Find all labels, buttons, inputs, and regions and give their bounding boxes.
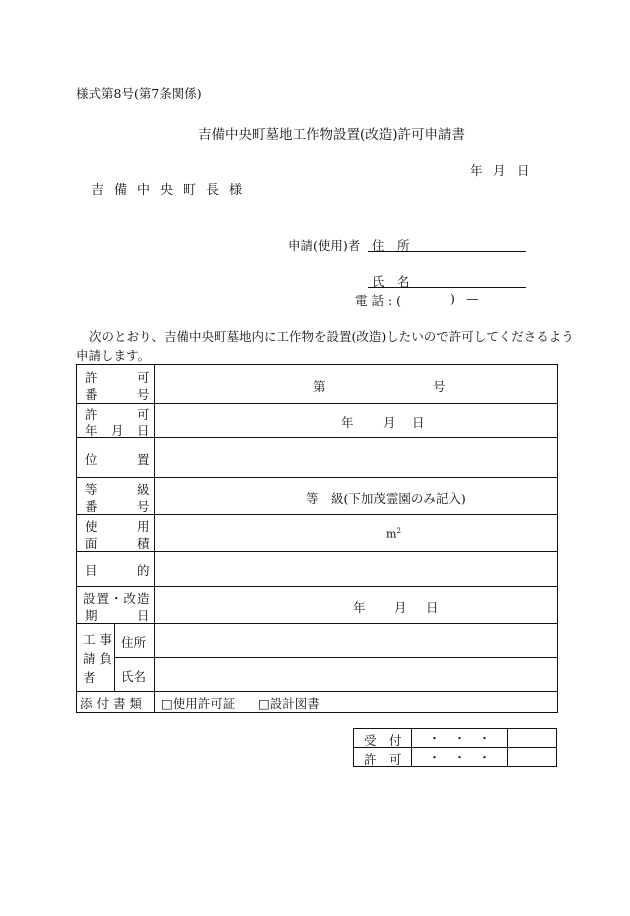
install-period-label [77, 587, 155, 624]
purpose-label [77, 552, 155, 587]
attachment-checkbox-design[interactable]: □設計図書 [258, 696, 320, 711]
attachments-label [77, 692, 155, 713]
attachments-value [155, 692, 558, 713]
label-text: 工 事 [83, 632, 112, 647]
area-unit-sup: 2 [396, 527, 401, 535]
applicant-address-line[interactable] [368, 251, 526, 252]
date-day-label: 日 [517, 163, 530, 178]
install-period-month: 月 [394, 600, 407, 615]
label-char: 号 [137, 499, 150, 514]
permit-date-value[interactable] [155, 404, 558, 438]
label-char: 目 [85, 563, 98, 578]
location-label [77, 438, 155, 478]
applicant-name-label: 氏 名 [372, 274, 410, 289]
applicant-address-label: 住 所 [372, 238, 410, 253]
label-text: 者 [83, 670, 96, 685]
label-char: 期 [85, 608, 98, 623]
label-text: 受 付 [364, 733, 402, 748]
addressee-char: 備 [114, 183, 128, 198]
label-char: 許 [85, 407, 98, 422]
permit-number-suffix: 号 [433, 379, 446, 394]
applicant-phone-label: 電 話 : ( [355, 293, 402, 308]
permit-date-day: 日 [412, 415, 425, 430]
permit-number-prefix: 第 [313, 379, 326, 394]
contractor-address-value[interactable] [155, 624, 558, 658]
row-permit-number [77, 365, 558, 404]
location-value[interactable] [155, 438, 558, 478]
row-attachments [77, 692, 558, 713]
addressee-char: 様 [229, 183, 243, 198]
addressee-char: 町 [183, 183, 197, 198]
area-label [77, 515, 155, 552]
attachment-checkbox-permit[interactable]: □使用許可証 [161, 696, 236, 711]
label-char: 許 [85, 370, 98, 385]
purpose-value[interactable] [155, 552, 558, 587]
label-text: 設置・改造 [83, 591, 151, 606]
applicant-name-line[interactable] [368, 287, 526, 288]
label-char: 月 [111, 423, 124, 438]
receipt-row-received [354, 729, 557, 748]
label-char: 号 [137, 387, 150, 402]
row-grade [77, 478, 558, 515]
receipt-received-stamp[interactable] [508, 729, 557, 748]
applicant-phone-dash: — [466, 291, 479, 306]
label-char: 可 [137, 370, 150, 385]
permit-number-value[interactable] [155, 365, 558, 404]
date-month-label: 月 [493, 163, 506, 178]
applicant-label: 申請(使用)者 [288, 238, 361, 253]
label-char: 年 [85, 423, 98, 438]
label-text: 住所 [121, 635, 147, 650]
permit-date-year: 年 [341, 415, 354, 430]
label-char: 位 [85, 452, 98, 467]
grade-value[interactable] [155, 478, 558, 515]
permit-date-month: 月 [383, 415, 396, 430]
label-char: 用 [137, 519, 150, 534]
label-char: 可 [137, 407, 150, 422]
grade-label [77, 478, 155, 515]
row-area [77, 515, 558, 552]
row-contractor-address [77, 624, 558, 658]
receipt-received-date[interactable]: ・ ・ ・ [412, 729, 508, 748]
label-char: 番 [85, 387, 98, 402]
receipt-received-label [354, 729, 412, 748]
permit-number-label [77, 365, 155, 404]
install-period-day: 日 [426, 600, 439, 615]
label-text: 添 付 書 類 [80, 696, 142, 711]
contractor-address-label [115, 624, 155, 658]
row-location [77, 438, 558, 478]
label-text: 請 負 [83, 651, 112, 666]
label-text: 許 可 [364, 752, 402, 767]
applicant-phone-close: ) [450, 291, 455, 306]
area-unit-m: m [386, 527, 397, 541]
row-permit-date [77, 404, 558, 438]
receipt-table [353, 728, 557, 767]
addressee-char: 長 [206, 183, 220, 198]
label-char: 置 [137, 452, 150, 467]
date-year-label: 年 [470, 163, 483, 178]
row-contractor-name [77, 658, 558, 692]
row-purpose [77, 552, 558, 587]
receipt-permitted-date[interactable]: ・ ・ ・ [412, 748, 508, 767]
receipt-permitted-label [354, 748, 412, 767]
label-char: 級 [137, 482, 150, 497]
permit-date-label [77, 404, 155, 438]
receipt-permitted-stamp[interactable] [508, 748, 557, 767]
form-title: 吉備中央町墓地工作物設置(改造)許可申請書 [198, 127, 466, 143]
body-text-line1: 次のとおり、吉備中央町墓地内に工作物を設置(改造)したいので許可してくださるよう [89, 329, 574, 344]
label-char: 日 [137, 423, 150, 438]
label-char: 面 [85, 536, 98, 551]
application-table [76, 364, 558, 713]
label-char: 的 [137, 563, 150, 578]
area-value[interactable] [155, 515, 558, 552]
install-period-value[interactable] [155, 587, 558, 624]
addressee-char: 央 [160, 183, 174, 198]
contractor-name-value[interactable] [155, 658, 558, 692]
contractor-name-label [115, 658, 155, 692]
label-char: 番 [85, 499, 98, 514]
contractor-group-label [77, 624, 115, 692]
receipt-row-permitted [354, 748, 557, 767]
label-char: 日 [137, 608, 150, 623]
area-unit [386, 527, 401, 541]
label-char: 使 [85, 519, 98, 534]
form-number: 様式第8号(第7条関係) [76, 86, 202, 101]
install-period-year: 年 [353, 600, 366, 615]
addressee-char: 中 [137, 183, 151, 198]
label-char: 積 [137, 536, 150, 551]
label-text: 氏名 [121, 669, 147, 684]
row-install-period [77, 587, 558, 624]
label-char: 等 [85, 482, 98, 497]
body-text-line2: 申請します。 [76, 348, 151, 363]
grade-note: 等 級(下加茂霊園のみ記入) [306, 491, 466, 506]
addressee-char: 吉 [91, 183, 105, 198]
